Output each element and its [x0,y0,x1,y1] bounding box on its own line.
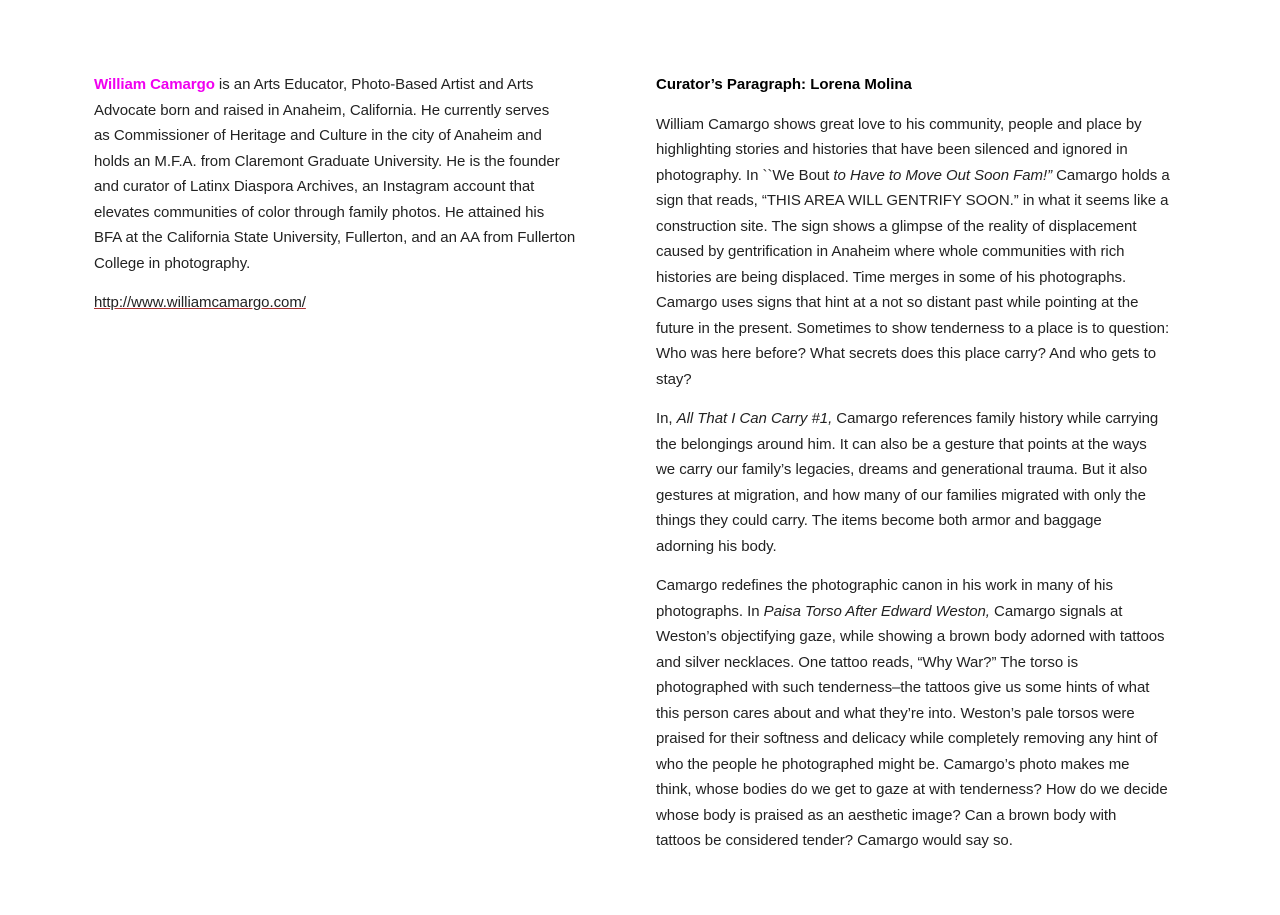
paragraph-line: Weston’s objectifying gaze, while showing a brown body adorned with tattoos [656,628,1165,645]
paragraph-line: praised for their softness and delicacy while completely removing any hint of [656,730,1158,747]
bio-line: holds an M.F.A. from Claremont Graduate University. He is the founder [94,152,560,170]
artist-website-link[interactable]: http://www.williamcamargo.com/ [94,294,306,311]
artist-name: William Camargo [94,76,215,93]
website-paragraph [94,290,604,316]
paragraph-line: future in the present. Sometimes to show tenderness to a place is to question: [656,319,1170,337]
paragraph-line: adorning his body. [656,537,777,555]
paragraph-line: things they could carry. The items become both armor and baggage [656,512,1102,529]
artwork-title: Paisa Torso After Edward Weston, [763,602,990,620]
curator-heading: Curator’s Paragraph: Lorena Molina [656,76,912,93]
artist-bio-column [94,72,604,330]
curator-paragraph-2 [656,406,1216,559]
bio-line: and curator of Latinx Diaspora Archives, an Instagram account that [94,178,535,195]
paragraph-line: Who was here before? What secrets does this place carry? And who gets to [656,345,1156,362]
paragraph-line: sign that reads, “THIS AREA WILL GENTRIFY SOON.” in what it seems like a [656,192,1169,209]
paragraph-line: In, All That I Can Carry #1, Camargo references family history while carrying [656,410,1159,427]
paragraph-line: tattoos be considered tender? Camargo would say so. [656,832,1013,849]
artist-bio-paragraph [94,72,604,276]
paragraph-line: we carry our family’s legacies, dreams and generational trauma. But it also [656,461,1148,478]
curator-column [656,72,1216,868]
paragraph-line: histories are being displaced. Time merges in some of his photographs. [656,268,1127,286]
paragraph-line: photographs. In Paisa Torso After Edward Weston, Camargo signals at [656,602,1123,620]
curator-paragraph-1 [656,112,1216,393]
bio-line: College in photography. [94,254,251,272]
curator-paragraph-3 [656,573,1216,854]
paragraph-line: stay? [656,370,692,388]
paragraph-line: construction site. The sign shows a glimpse of the reality of displacement [656,217,1137,235]
paragraph-line: Camargo redefines the photographic canon in his work in many of his [656,577,1113,594]
artwork-title: All That I Can Carry #1, [676,410,833,427]
paragraph-line: the belongings around him. It can also be a gesture that points at the ways [656,435,1147,453]
bio-line: William Camargo is an Arts Educator, Photo-Based Artist and Arts [94,76,534,93]
bio-line: elevates communities of color through family photos. He attained his [94,203,545,221]
bio-line: Advocate born and raised in Anaheim, California. He currently serves [94,101,550,119]
paragraph-line: William Camargo shows great love to his community, people and place by [656,115,1142,133]
bio-line: BFA at the California State University, Fullerton, and an AA from Fullerton [94,229,576,246]
bio-line: as Commissioner of Heritage and Culture in the city of Anaheim and [94,127,542,144]
paragraph-line: photographed with such tenderness–the tattoos give us some hints of what [656,679,1150,696]
paragraph-line: Camargo uses signs that hint at a not so distant past while pointing at the [656,294,1139,311]
paragraph-line: caused by gentrification in Anaheim where whole communities with rich [656,243,1125,260]
paragraph-line: and silver necklaces. One tattoo reads, “Why War?” The torso is [656,653,1079,671]
paragraph-line: think, whose bodies do we get to gaze at with tenderness? How do we decide [656,781,1168,798]
paragraph-line: highlighting stories and histories that have been silenced and ignored in [656,141,1128,158]
artwork-title: to Have to Move Out Soon Fam!” [833,166,1053,184]
paragraph-line: this person cares about and what they’re into. Weston’s pale torsos were [656,704,1135,722]
paragraph-line: who the people he photographed might be. Camargo’s photo makes me [656,755,1130,773]
paragraph-line: whose body is praised as an aesthetic image? Can a brown body with [656,806,1117,824]
paragraph-line: gestures at migration, and how many of our families migrated with only the [656,486,1146,504]
paragraph-line: photography. In ``We Bout to Have to Move Out Soon Fam!” Camargo holds a [656,166,1170,184]
